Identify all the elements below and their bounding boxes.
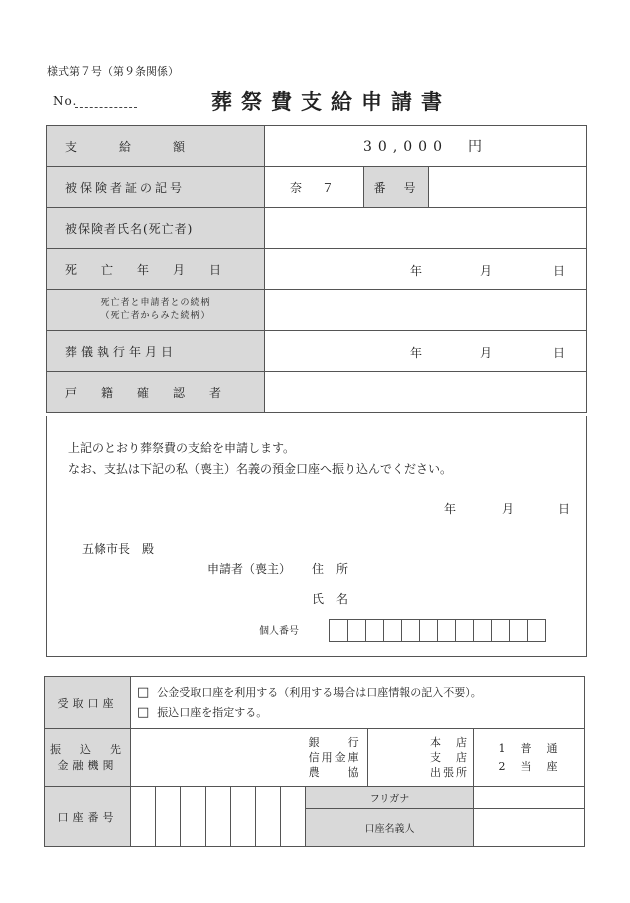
institution-label-line2: 金融機関 — [57, 758, 118, 772]
account-number-label: 口座番号 — [45, 787, 131, 847]
declaration-line2: なお、支払は下記の私（喪主）名義の預金口座へ振り込んでください。 — [68, 462, 453, 476]
account-digit-box[interactable] — [206, 787, 231, 847]
bank-type-bank: 銀 行 — [308, 736, 361, 749]
account-digit-box[interactable] — [281, 787, 306, 847]
branch-main: 本 店 — [430, 736, 469, 749]
digit-box[interactable] — [401, 619, 420, 642]
month-label: 月 — [480, 264, 493, 278]
account-type-current: 2 当 座 — [498, 759, 560, 773]
registry-field[interactable] — [265, 372, 587, 413]
applicant-label: 申請者（喪主） — [207, 562, 292, 576]
account-type-ordinary: 1 普 通 — [498, 741, 560, 755]
relation-label — [47, 290, 265, 331]
registry-label: 戸 籍 確 認 者 — [47, 372, 265, 413]
institution-label-line1: 振 込 先 — [50, 742, 125, 756]
digit-box[interactable] — [347, 619, 366, 642]
furigana-label: フリガナ — [306, 787, 474, 809]
insured-card-label: 被保険者証の記号 — [47, 167, 265, 208]
receive-account-label: 受取口座 — [45, 677, 131, 729]
option-public-text: 公金受取口座を利用する（利用する場合は口座情報の記入不要）。 — [157, 685, 482, 699]
receive-options — [131, 677, 585, 729]
insured-name-label: 被保険者氏名(死亡者) — [47, 208, 265, 249]
option-transfer-text: 振込口座を指定する。 — [157, 705, 268, 719]
digit-box[interactable] — [383, 619, 402, 642]
checkbox-icon[interactable]: □ — [137, 684, 150, 700]
bank-name-field[interactable] — [131, 729, 368, 787]
relation-label-line2: （死亡者からみた続柄） — [100, 311, 211, 321]
checkbox-icon[interactable]: □ — [137, 704, 150, 720]
digit-box[interactable] — [329, 619, 348, 642]
number-label: 番 号 — [364, 167, 429, 208]
relation-field[interactable] — [265, 290, 587, 331]
bank-type-nokyo: 農 協 — [308, 766, 361, 779]
bank-type-shinkin: 信用金庫 — [308, 751, 361, 764]
branch-name-field[interactable] — [367, 729, 473, 787]
account-digit-box[interactable] — [181, 787, 206, 847]
account-holder-label: 口座名義人 — [306, 809, 474, 847]
addressee: 五條市長 殿 — [82, 542, 155, 556]
funeral-date-field[interactable] — [265, 331, 587, 372]
form-number: 様式第７号（第９条関係） — [47, 65, 179, 78]
furigana-field[interactable] — [473, 787, 584, 809]
digit-box[interactable] — [437, 619, 456, 642]
year-label: 年 — [444, 502, 457, 516]
branch-sub: 支 店 — [430, 751, 469, 764]
no-label: No. — [53, 94, 78, 108]
digit-box[interactable] — [509, 619, 528, 642]
month-label: 月 — [502, 502, 515, 516]
card-symbol-field[interactable]: 奈 ７ — [265, 167, 364, 208]
death-date-label: 死 亡 年 月 日 — [47, 249, 265, 290]
personal-number-label: 個人番号 — [259, 626, 299, 637]
account-holder-field[interactable] — [473, 809, 584, 847]
card-number-field[interactable] — [429, 167, 587, 208]
digit-box[interactable] — [419, 619, 438, 642]
day-label: 日 — [553, 346, 566, 360]
institution-label — [45, 729, 131, 787]
personal-number-field[interactable] — [330, 619, 546, 642]
address-label: 住 所 — [312, 562, 349, 576]
no-field[interactable] — [75, 107, 137, 108]
digit-box[interactable] — [365, 619, 384, 642]
digit-box[interactable] — [455, 619, 474, 642]
year-label: 年 — [410, 264, 423, 278]
insured-name-field[interactable] — [265, 208, 587, 249]
amount-value: 30,000 円 — [265, 126, 587, 167]
day-label: 日 — [553, 264, 566, 278]
name-label: 氏 名 — [312, 592, 349, 606]
option-public-account[interactable] — [137, 683, 584, 703]
year-label: 年 — [410, 346, 423, 360]
digit-box[interactable] — [527, 619, 546, 642]
day-label: 日 — [558, 502, 571, 516]
relation-label-line1: 死亡者と申請者との続柄 — [100, 298, 211, 308]
funeral-date-label: 葬儀執行年月日 — [47, 331, 265, 372]
page-title: 葬祭費支給申請書 — [211, 89, 451, 114]
option-transfer-account[interactable] — [137, 703, 584, 723]
digit-box[interactable] — [473, 619, 492, 642]
account-type-field[interactable] — [474, 729, 585, 787]
bank-table — [44, 676, 585, 847]
declaration-line1: 上記のとおり葬祭費の支給を申請します。 — [68, 441, 296, 455]
application-table — [46, 125, 587, 413]
digit-box[interactable] — [491, 619, 510, 642]
account-digit-box[interactable] — [156, 787, 181, 847]
account-digit-box[interactable] — [256, 787, 281, 847]
account-digit-box[interactable] — [131, 787, 156, 847]
account-digit-box[interactable] — [231, 787, 256, 847]
month-label: 月 — [480, 346, 493, 360]
amount-label: 支 給 額 — [47, 126, 265, 167]
death-date-field[interactable] — [265, 249, 587, 290]
branch-office: 出張所 — [430, 766, 469, 779]
